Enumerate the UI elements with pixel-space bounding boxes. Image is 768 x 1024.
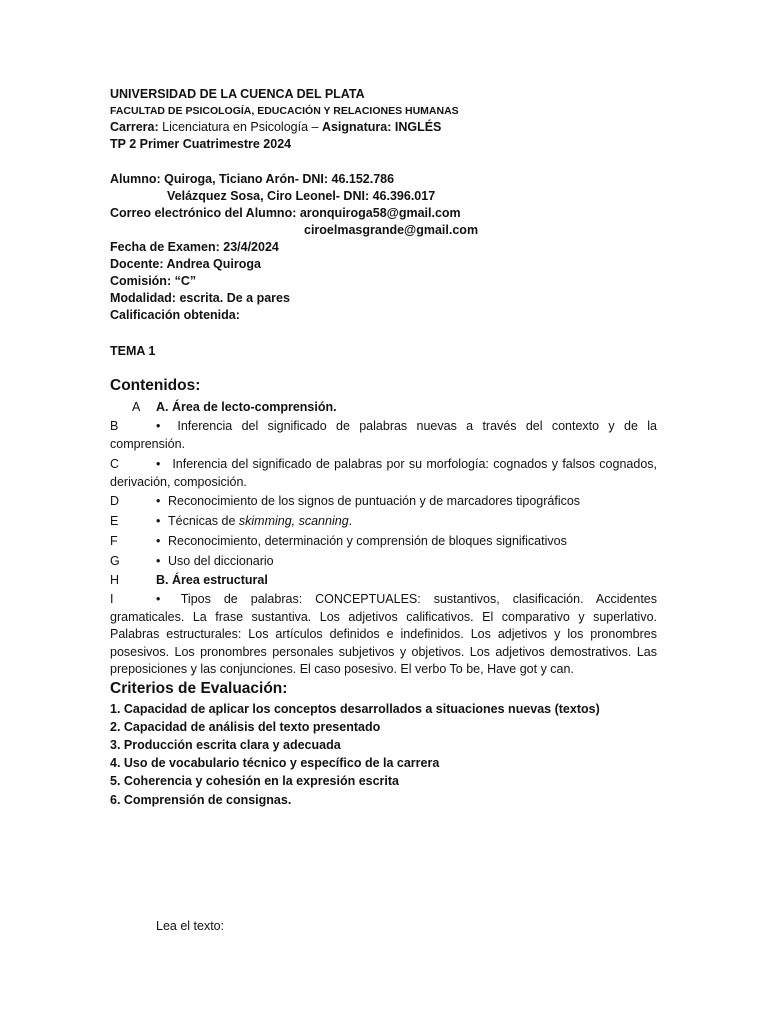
area-a-letter: A [132,400,141,414]
modalidad: Modalidad: escrita. De a pares [110,291,290,305]
criterios-title: Criterios de Evaluación: [110,680,288,697]
item-text: Inferencia del significado de palabras nuevas a través del contexto y de la comprensión. [110,419,657,451]
university-name: UNIVERSIDAD DE LA CUENCA DEL PLATA [110,87,365,101]
tp-title: TP 2 Primer Cuatrimestre 2024 [110,137,292,151]
item-letter: I [110,592,114,606]
item-letter: E [110,514,119,528]
criterio-item: 1. Capacidad de aplicar los conceptos desarrollados a situaciones nuevas (textos) [110,702,600,716]
asignatura-label: Asignatura: INGLÉS [321,120,442,134]
alumno-line-2: Velázquez Sosa, Ciro Leonel- DNI: 46.396.017 [167,189,436,203]
item-letter: G [110,554,120,568]
bullet: • [156,514,161,528]
item-letter: B [110,419,119,433]
alumno-line: Alumno: Quiroga, Ticiano Arón- DNI: 46.152.786 [110,172,395,186]
email-line: Correo electrónico del Alumno: aronquiroga58@gmail.com [110,206,461,220]
area-b-title: B. Área estructural [156,573,268,587]
area-a-title: A. Área de lecto-comprensión. [156,400,337,414]
docente: Docente: Andrea Quiroga [110,257,261,271]
item-text: Uso del diccionario [168,554,274,568]
item-text-italic: skimming, scanning [238,514,349,528]
item-letter: D [110,494,120,508]
tema-heading: TEMA 1 [110,344,156,358]
item-text: Inferencia del significado de palabras por su morfología: cognados y falsos cognados, derivación, composición. [110,457,657,489]
bullet: • [156,419,161,433]
item-text: Reconocimiento, determinación y comprensión de bloques significativos [168,534,567,548]
contenido-item-b [110,418,657,453]
criterio-item: 4. Uso de vocabulario técnico y específico de la carrera [110,756,440,770]
item-text: Reconocimiento de los signos de puntuación y de marcadores tipográficos [168,494,581,508]
area-a-row [132,399,337,416]
contenido-item-d [110,493,580,510]
criterio-item: 6. Comprensión de consignas. [110,793,292,807]
item-letter: C [110,457,120,471]
item-text-end: . [348,514,353,528]
email-line-2: ciroelmasgrande@gmail.com [304,223,479,237]
contenido-item-h [110,572,268,589]
contenido-item-f [110,533,567,550]
bullet: • [156,494,161,508]
bullet: • [156,554,161,568]
calificacion: Calificación obtenida: [110,308,240,322]
bullet: • [156,592,161,606]
item-text: Técnicas de [168,514,239,528]
fecha-examen: Fecha de Examen: 23/4/2024 [110,240,279,254]
contenido-item-g [110,553,274,570]
item-letter: H [110,573,120,587]
contenido-item-e [110,513,352,530]
contenido-item-c [110,456,657,491]
carrera-value: Licenciatura en Psicología – [158,120,322,134]
item-letter: F [110,534,118,548]
carrera-line [110,119,441,135]
criterio-item: 2. Capacidad de análisis del texto presentado [110,720,381,734]
bullet: • [156,457,161,471]
contenidos-title: Contenidos: [110,377,201,394]
criterio-item: 3. Producción escrita clara y adecuada [110,738,341,752]
carrera-label: Carrera: [110,120,159,134]
comision: Comisión: “C” [110,274,197,288]
criterio-item: 5. Coherencia y cohesión en la expresión escrita [110,774,400,788]
faculty-name: FACULTAD DE PSICOLOGÍA, EDUCACIÓN Y RELACIONES HUMANAS [110,105,459,117]
lea-el-texto: Lea el texto: [156,919,225,933]
item-text: Tipos de palabras: CONCEPTUALES: sustantivos, clasificación. Accidentes gramaticales. La frase sustantiva. Los adjetivos calificativos. El comparativo y superlativo. Palabras estructurales: Los artículos definidos e indefinidos. Los adjetivos y los pronombres posesivos. Los pronombres personales subjetivos y objetivos. Los adjetivos demostrativos. Las preposiciones y las conjunciones. El caso posesivo. El verbo To be, Have got y can. [110,592,657,677]
bullet: • [156,534,161,548]
contenido-item-i [110,591,657,679]
